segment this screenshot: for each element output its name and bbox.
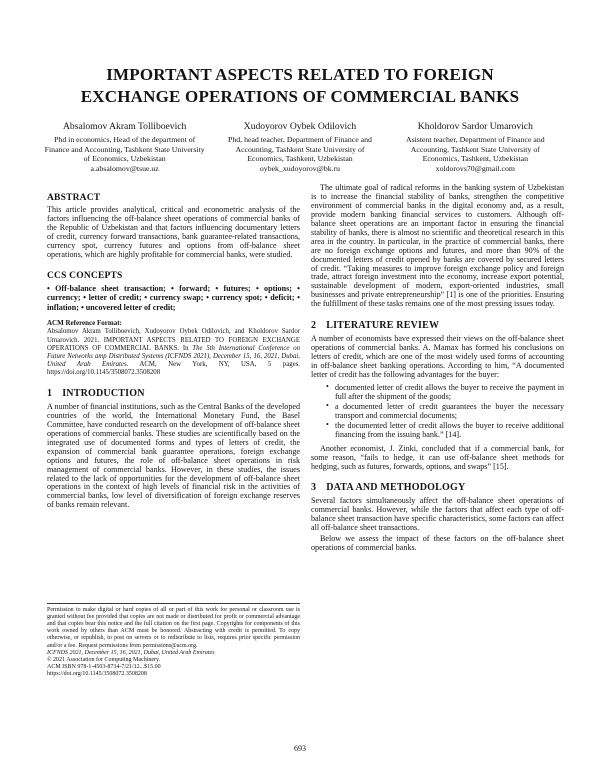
ccs-heading: CCS CONCEPTS [47,270,123,281]
acm-ref-tail: ACM, New York, NY, USA, 5 pages. https://doi.org/10.1145/3508072.3508208 [47,361,300,377]
footnote-copyright: © 2021 Association for Computing Machinery. [47,656,161,663]
literature-paragraph-2: Another economist, J. Zinki, concluded that if a commercial bank, for some reason, “fails to hedge, it can use off-balance sheet methods for hedging, such as futures, forwards, options, and swaps” [15]. [311,443,564,471]
acm-ref-plain: Absalomov Akram Tolliboevich, Xudoyorov Oybek Odilovich, and Kholdorov Sardor Umarovich. 2021. IMPORTANT ASPECTS RELATED TO FOREIGN EXCHANGE OPERATIONS OF COMMERCIAL BANKS. In [47,328,300,352]
acm-reference-heading: ACM Reference Format: [47,319,122,328]
section-number: 3 [311,482,317,494]
section-heading-literature-review [311,320,564,331]
left-column [47,184,300,678]
ccs-concepts-text: • Off-balance sheet transaction; • forward; • futures; • options; • currency; • letter of credit; • currency swap; • currency spot; • deficit; • inflation; • uncovered letter of credit; [47,283,300,312]
author-affiliation: Asistent teacher, Department of Finance and Accounting, Tashkent State University of Economics, Tashkent, Uzbekistan [405,134,545,164]
methodology-paragraph-1: Several factors simultaneously affect the off-balance sheet operations of commercial banks. However, while the factors that affect each type of off-balance sheet transaction have specific characteristics, some factors can affect all off-balance sheet transactions. [311,496,564,533]
literature-paragraph-1: A number of economists have expressed their views on the off-balance sheet operations of commercial banks. A. Mamax has formed his conclusions on letters of credit, which are one of the most widely used forms of accounting in off-balance sheet banking operations. According to him, “A documented letter of credit has the following advantages for the buyer: [311,333,564,379]
authors-row [0,109,600,174]
advantages-bullet-list [311,384,564,439]
methodology-paragraph-2: Below we assess the impact of these factors on the off-balance sheet operations of commercial banks. [311,533,564,552]
section-label: LITERATURE REVIEW [326,319,440,331]
abstract-text: This article provides analytical, critical and econometric analysis of the factors influencing the off-balance sheet operations of commercial banks of the Republic of Uzbekistan and that factors influencing documentary letters of credit, currency forward transactions, bank guarantee-related transactions, currency spot, currency futures and options from off-balance sheet operations, which are highly profitable for commercial banks, were studied. [47,205,300,259]
footnote-block [47,603,300,679]
section-number: 1 [47,388,53,400]
author-affiliation: Phd, head teacher, Department of Finance and Accounting, Tashkent State University of Economics, Tashkent, Uzbekistan [228,134,372,164]
author-block-3 [393,121,558,174]
right-column [311,184,564,678]
footnote-venue: ICFNDS 2021, December 15, 16, 2021, Dubai, United Arab Emirates [47,649,215,656]
section-label: INTRODUCTION [62,388,145,400]
page-number: 693 [294,744,306,753]
author-name: Kholdorov Sardor Umarovich [417,120,533,132]
section-heading-data-methodology [311,482,564,493]
author-name: Xudoyorov Oybek Odilovich [243,120,357,132]
section-heading-introduction [47,388,300,399]
introduction-paragraph: A number of financial institutions, such as the Central Banks of the developed countries of the world, the International Monetary Fund, the Basel Committee, have conducted research on the development of off-balance sheet operations of commercial banks. These studies are scientifically based on the integrated use of documented forms and types of letters of credit, the expansion of commercial bank guarantee operations, foreign exchange options and futures, the role of off-balance sheet operations in risk management of commercial banks. However, in these studies, the issues related to the lack of opportunities for the development of off-balance sheet operations in the context of high levels of financial risk in the activities of commercial banks, low level of diversification of foreign exchange reserves of banks remain relevant. [47,402,300,510]
footnote-isbn: ACM ISBN 978-1-4503-8734-7/21/12...$15.00 [47,664,161,671]
two-column-body [0,184,600,678]
paragraph-banking-reforms: The ultimate goal of radical reforms in the banking system of Uzbekistan is to increase the financial stability of banks, strengthen the competitive environment of commercial banks in the digital economy and, as a result, provide modern banking financial services to customers. Although off-balance sheet operations are an important factor in ensuring the financial stability of banks, there is almost no scientific and theoretical research in this area in the country. In particular, in the practice of commercial banks, there are no foreign exchange options and futures, and more than 90% of the documented letters of credit opened by banks are covered by secured letters of credit. “Taking measures to improve foreign exchange policy and foreign trade, attract foreign investment into the economy, increase export potential, sustainable development of modern, export-oriented industries, small businesses and private entrepreneurship” [1] is one of the priorities. Ensuring the fulfillment of these tasks remains one of the most pressing issues today. [311,183,564,309]
section-number: 2 [311,319,317,331]
author-email: xoldorovs70@gmail.com [435,163,515,173]
author-block-2 [217,121,382,174]
list-item: • a documented letter of credit guarantees the buyer the necessary transport and commercial documents; [335,403,564,421]
page-title: IMPORTANT ASPECTS RELATED TO FOREIGN EXCHANGE OPERATIONS OF COMMERCIAL BANKS [80,65,520,107]
acm-ref-venue: The 5th International Conference on Future Networks amp Distributed Systems (ICFNDS 2021), December 15, 16, 2021, Dubai, United Arab Emirates. [47,344,300,369]
author-affiliation: Phd in economics, Head of the department of Finance and Accounting, Tashkent State University of Economics, Uzbekistan [44,134,205,164]
section-label: DATA AND METHODOLOGY [326,482,466,494]
abstract-heading: ABSTRACT [47,193,101,204]
author-email: a.absalomov@tsue.uz [90,163,159,173]
list-item: • the documented letter of credit allows the buyer to receive additional financing from the issuing bank.” [14]. [335,422,564,440]
list-item: • documented letter of credit allows the buyer to receive the payment in full after the shipment of the goods; [335,384,564,402]
author-name: Absalomov Akram Tolliboevich [63,120,187,132]
author-email: oybek_xudoyorov@bk.ru [259,163,341,173]
permission-text: Permission to make digital or hard copies of all or part of this work for personal or classroom use is granted without fee provided that copies are not made or distributed for profit or commercial advantage and that copies bear this notice and the full citation on the first page. Copyrights for components of this work owned by others than ACM must be honored. Abstracting with credit is permitted. To copy otherwise, or republish, to post on servers or to redistribute to lists, requires prior specific permission and/or a fee. Request permissions from permissions@acm.org. [47,606,300,649]
footnote-doi: https://doi.org/10.1145/3508072.3508208 [47,671,147,678]
acm-reference-text [47,328,300,377]
author-block-1 [42,121,207,174]
